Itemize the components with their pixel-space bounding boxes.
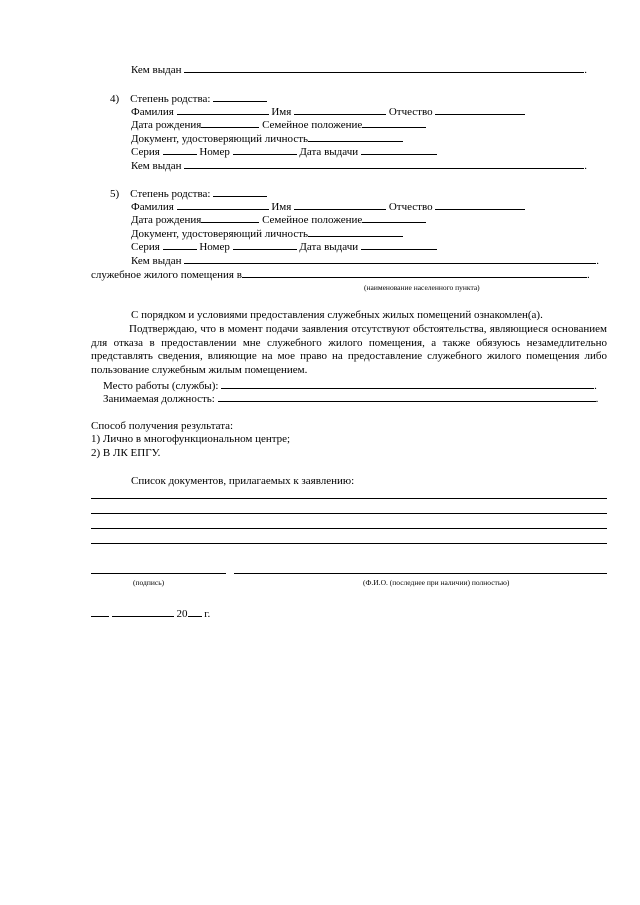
year-prefix: 20 bbox=[176, 608, 188, 620]
identity-doc-field[interactable] bbox=[308, 131, 403, 142]
year-field[interactable] bbox=[188, 606, 202, 617]
birth-date-label: Дата рождения bbox=[131, 119, 202, 131]
documents-heading: Список документов, прилагаемых к заявлению: bbox=[131, 475, 355, 487]
number-field[interactable] bbox=[233, 239, 297, 250]
settlement-field[interactable] bbox=[242, 267, 587, 278]
issued-by-field[interactable] bbox=[184, 62, 584, 73]
date-row bbox=[91, 606, 210, 622]
name-label: Имя bbox=[271, 201, 292, 213]
issue-date-label: Дата выдачи bbox=[299, 146, 359, 158]
member-index: 4) bbox=[110, 93, 120, 105]
member-4-issued-row: Кем выдан . bbox=[131, 160, 587, 172]
surname-label: Фамилия bbox=[131, 106, 174, 118]
relation-degree-field[interactable] bbox=[213, 186, 267, 197]
service-housing-row: служебное жилого помещения в . bbox=[91, 269, 590, 281]
patronymic-field[interactable] bbox=[435, 104, 525, 115]
result-option-2[interactable]: 2) В ЛК ЕПГУ. bbox=[91, 447, 161, 459]
date-suffix: г. bbox=[204, 608, 211, 620]
result-option-1[interactable]: 1) Лично в многофункциональном центре; bbox=[91, 433, 291, 445]
signature-caption: (подпись) bbox=[133, 578, 165, 587]
confirmation-paragraph bbox=[91, 323, 607, 377]
day-field[interactable] bbox=[91, 606, 109, 617]
position-label: Занимаемая должность: bbox=[103, 393, 215, 405]
family-status-label: Семейное положение bbox=[262, 119, 363, 131]
issued-by-label: Кем выдан bbox=[131, 160, 182, 172]
position-field[interactable] bbox=[218, 391, 596, 402]
confirmation-text: Подтверждаю, что в момент подачи заявления отсутствуют обстоятельства, являющиеся основанием для отказа в предоставлении мне служебного жилого помещения, а также обязуюсь незамедлительно представлять сведения, влияющие на мое право на предоставление служебного жилого помещения либо пользование служебным жилым помещением. bbox=[91, 323, 607, 376]
number-label: Номер bbox=[199, 146, 230, 158]
identity-doc-label: Документ, удостоверяющий личность bbox=[131, 133, 309, 145]
result-method-heading: Способ получения результата: bbox=[91, 420, 234, 432]
name-label: Имя bbox=[271, 106, 292, 118]
settlement-caption: (наименование населенного пункта) bbox=[364, 283, 480, 292]
fio-line[interactable] bbox=[234, 573, 607, 574]
issued-by-row-3: Кем выдан . bbox=[131, 64, 587, 76]
member-5-issued-row: Кем выдан . bbox=[131, 255, 599, 267]
issued-by-field[interactable] bbox=[184, 253, 596, 264]
patronymic-field[interactable] bbox=[435, 199, 525, 210]
relation-degree-label: Степень родства: bbox=[130, 93, 211, 105]
series-label: Серия bbox=[131, 241, 160, 253]
surname-label: Фамилия bbox=[131, 201, 174, 213]
number-field[interactable] bbox=[233, 144, 297, 155]
issued-by-field[interactable] bbox=[184, 158, 584, 169]
document-line-1[interactable] bbox=[91, 498, 607, 499]
number-label: Номер bbox=[199, 241, 230, 253]
series-label: Серия bbox=[131, 146, 160, 158]
birth-date-field[interactable] bbox=[201, 117, 259, 128]
relation-degree-label: Степень родства: bbox=[130, 188, 211, 200]
issue-date-label: Дата выдачи bbox=[299, 241, 359, 253]
family-status-label: Семейное положение bbox=[262, 214, 363, 226]
series-field[interactable] bbox=[163, 239, 197, 250]
acknowledgement-text: С порядком и условиями предоставления служебных жилых помещений ознакомлен(а). bbox=[131, 309, 543, 321]
document-line-4[interactable] bbox=[91, 543, 607, 544]
workplace-field[interactable] bbox=[221, 378, 594, 389]
issued-by-label: Кем выдан bbox=[131, 255, 182, 267]
identity-doc-label: Документ, удостоверяющий личность bbox=[131, 228, 309, 240]
month-field[interactable] bbox=[112, 606, 174, 617]
fio-caption: (Ф.И.О. (последнее при наличии) полностью) bbox=[363, 578, 510, 587]
document-line-3[interactable] bbox=[91, 528, 607, 529]
service-housing-label: служебное жилого помещения в bbox=[91, 269, 242, 281]
family-status-field[interactable] bbox=[362, 117, 426, 128]
name-field[interactable] bbox=[294, 104, 386, 115]
birth-date-field[interactable] bbox=[201, 212, 259, 223]
patronymic-label: Отчество bbox=[388, 201, 433, 213]
name-field[interactable] bbox=[294, 199, 386, 210]
position-row: Занимаемая должность: . bbox=[103, 393, 599, 405]
relation-degree-field[interactable] bbox=[213, 91, 267, 102]
identity-doc-field[interactable] bbox=[308, 226, 403, 237]
surname-field[interactable] bbox=[177, 199, 269, 210]
birth-date-label: Дата рождения bbox=[131, 214, 202, 226]
patronymic-label: Отчество bbox=[388, 106, 433, 118]
issued-by-label: Кем выдан bbox=[131, 64, 182, 76]
document-line-2[interactable] bbox=[91, 513, 607, 514]
family-status-field[interactable] bbox=[362, 212, 426, 223]
workplace-label: Место работы (службы): bbox=[103, 380, 219, 392]
series-field[interactable] bbox=[163, 144, 197, 155]
signature-line[interactable] bbox=[91, 573, 226, 574]
issue-date-field[interactable] bbox=[361, 239, 437, 250]
surname-field[interactable] bbox=[177, 104, 269, 115]
member-index: 5) bbox=[110, 188, 120, 200]
workplace-row: Место работы (службы): . bbox=[103, 380, 597, 392]
issue-date-field[interactable] bbox=[361, 144, 437, 155]
